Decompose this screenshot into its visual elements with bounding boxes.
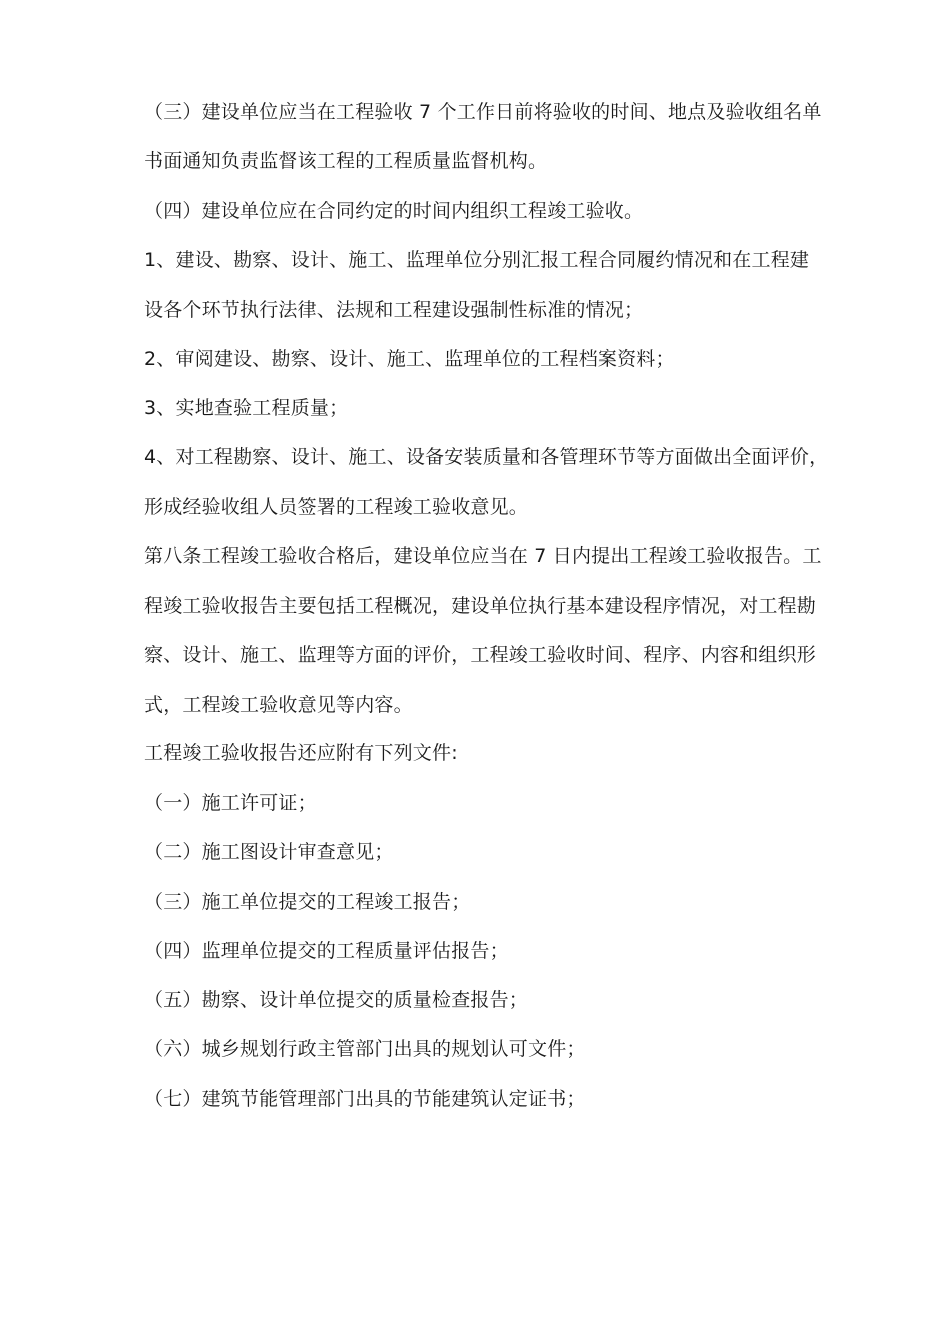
text-line: 式，工程竣工验收意见等内容。 [144,694,413,716]
text-line: 形成经验收组人员签署的工程竣工验收意见。 [144,496,529,518]
text-line: （四）监理单位提交的工程质量评估报告； [144,940,509,962]
text-line: （二）施工图设计审查意见； [144,841,394,863]
text-line: （一）施工许可证； [144,792,317,814]
text-line: 2、审阅建设、勘察、设计、施工、监理单位的工程档案资料； [144,348,675,370]
text-line: 3、实地查验工程质量； [144,397,349,419]
text-line: 察、设计、施工、监理等方面的评价，工程竣工验收时间、程序、内容和组织形 [144,644,817,666]
text-line: 1、建设、勘察、设计、施工、监理单位分别汇报工程合同履约情况和在工程建 [144,249,810,271]
text-line: （三）建设单位应当在工程验收 7 个工作日前将验收的时间、地点及验收组名单 [144,101,822,123]
text-line: 第八条工程竣工验收合格后，建设单位应当在 7 日内提出工程竣工验收报告。工 [144,545,822,567]
text-line: （六）城乡规划行政主管部门出具的规划认可文件； [144,1038,586,1060]
text-line: 设各个环节执行法律、法规和工程建设强制性标准的情况； [144,299,644,321]
text-line: 4、对工程勘察、设计、施工、设备安装质量和各管理环节等方面做出全面评价， [144,446,829,468]
text-line: （四）建设单位应在合同约定的时间内组织工程竣工验收。 [144,200,644,222]
text-line: 书面通知负责监督该工程的工程质量监督机构。 [144,150,548,172]
text-line: 工程竣工验收报告还应附有下列文件: [144,742,458,764]
text-line: （三）施工单位提交的工程竣工报告； [144,891,471,913]
text-line: （七）建筑节能管理部门出具的节能建筑认定证书； [144,1088,586,1110]
text-line: 程竣工验收报告主要包括工程概况，建设单位执行基本建设程序情况，对工程勘 [144,595,817,617]
text-line: （五）勘察、设计单位提交的质量检查报告； [144,989,529,1011]
